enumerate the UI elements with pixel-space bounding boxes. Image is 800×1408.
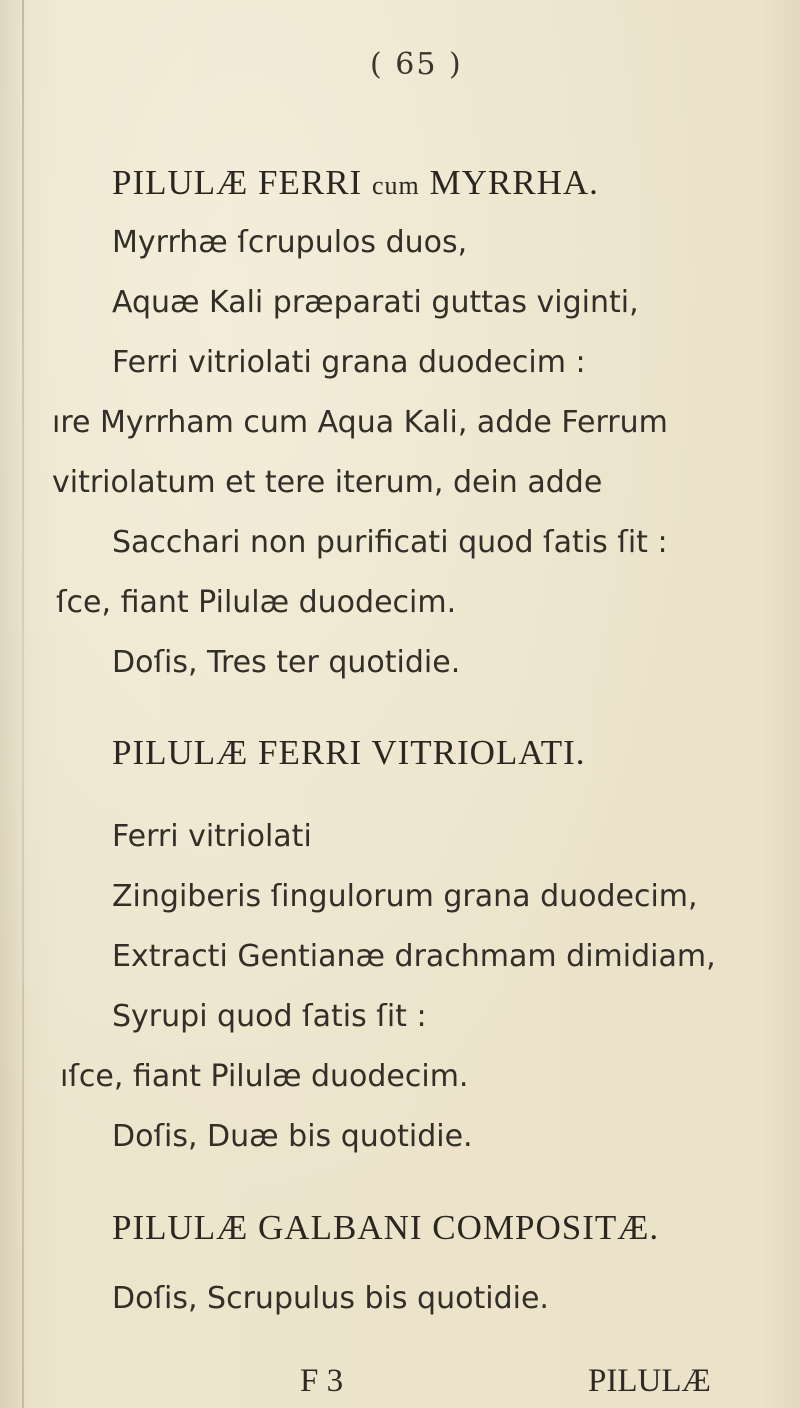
catchword: PILULÆ	[588, 1363, 711, 1399]
text-line: Doſis, Duæ bis quotidie.	[112, 1119, 473, 1154]
page-gutter-edge	[22, 0, 24, 1408]
title-small: cum	[371, 171, 420, 200]
section-title-pilulae-ferri-vitriolati: PILULÆ FERRI VITRIOLATI.	[112, 733, 586, 772]
text-line: ſce, fiant Pilulæ duodecim.	[56, 585, 457, 620]
text-line: Aquæ Kali præparati guttas viginti,	[112, 285, 639, 320]
text-line: ıre Myrrham cum Aqua Kali, adde Ferrum	[52, 405, 668, 440]
text-line: Doſis, Scrupulus bis quotidie.	[112, 1281, 549, 1316]
section-title-pilulae-galbani-compositae: PILULÆ GALBANI COMPOSITÆ.	[112, 1208, 660, 1247]
title-main: PILULÆ FERRI	[112, 163, 363, 202]
text-line: Sacchari non purificati quod ſatis ſit :	[112, 525, 668, 560]
signature-mark: F 3	[300, 1363, 344, 1399]
text-line: Extracti Gentianæ drachmam dimidiam,	[112, 939, 716, 974]
text-line: Ferri vitriolati	[112, 819, 312, 854]
text-line: Syrupi quod ſatis ſit :	[112, 999, 427, 1034]
text-line: vitriolatum et tere iterum, dein adde	[52, 465, 603, 500]
text-line: Doſis, Tres ter quotidie.	[112, 645, 461, 680]
text-line: Myrrhæ ſcrupulos duos,	[112, 225, 468, 260]
text-line: Ferri vitriolati grana duodecim :	[112, 345, 586, 380]
page-number: ( 65 )	[370, 47, 463, 82]
text-line: ıſce, fiant Pilulæ duodecim.	[60, 1059, 469, 1094]
section-title-pilulae-ferri-cum-myrrha	[112, 165, 599, 200]
title-end: MYRRHA.	[429, 163, 599, 202]
text-line: Zingiberis ſingulorum grana duodecim,	[112, 879, 698, 914]
